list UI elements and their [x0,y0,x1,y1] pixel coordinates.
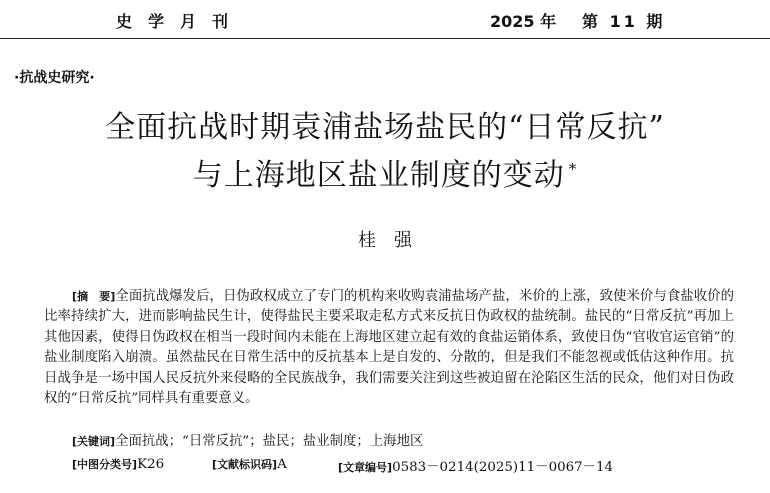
clc-label: [中图分类号] [72,458,138,471]
keywords [72,430,423,449]
title-line-1-text: 全面抗战时期袁浦盐场盐民的“日常反抗” [105,110,665,145]
article-number-label: [文章编号] [338,461,393,474]
article-title-line-2 [0,150,770,194]
column-label: ·抗战史研究· [14,70,95,86]
clc-number [72,456,164,472]
running-head [0,0,770,39]
abstract-label: [摘 要] [72,290,116,303]
abstract [44,287,734,409]
journal-name: 史学月刊 [116,12,245,31]
article-title-line-1 [0,102,770,146]
journal-year: 2025 年 [490,12,557,31]
document-code-label: [文献标识码] [212,458,278,471]
keywords-text: 全面抗战；“日常反抗”；盐民；盐业制度；上海地区 [115,434,424,449]
abstract-text: 全面抗战爆发后，日伪政权成立了专门的机构来收购袁浦盐场产盐，米价的上涨，致使米价与食盐收价的比率持续扩大，进而影响盐民生计，使得盐民主要采取走私方式来反抗日伪政权的盐统制。盐民的“日常反抗”再加上其他因素，使得日伪政权在相当一段时间内未能在上海地区建立起有效的食盐运销体系，致使日伪“官收官运官销”的盐业制度陷入崩溃。虽然盐民在日常生活中的反抗基本上是自发的、分散的，但是我们不能忽视或低估这种作用。抗日战争是一场中国人民反抗外来侵略的全民族战争，我们需要关注到这些被迫留在沦陷区生活的民众，他们对日伪政权的“日常反抗”同样具有重要意义。 [44,289,735,407]
article-number-value: 0583－0214(2025)11－0067－14 [392,460,614,475]
author-name: 桂强 [358,230,430,251]
keywords-label: [关键词] [72,435,116,448]
clc-value: K26 [137,457,165,472]
document-code [212,456,287,472]
title-line-2-text: 与上海地区盐业制度的变动 [192,158,565,193]
article-number [338,456,613,475]
title-footnote-mark: * [568,160,578,178]
document-code-value: A [277,457,287,472]
journal-issue: 第 11 期 [582,12,666,31]
